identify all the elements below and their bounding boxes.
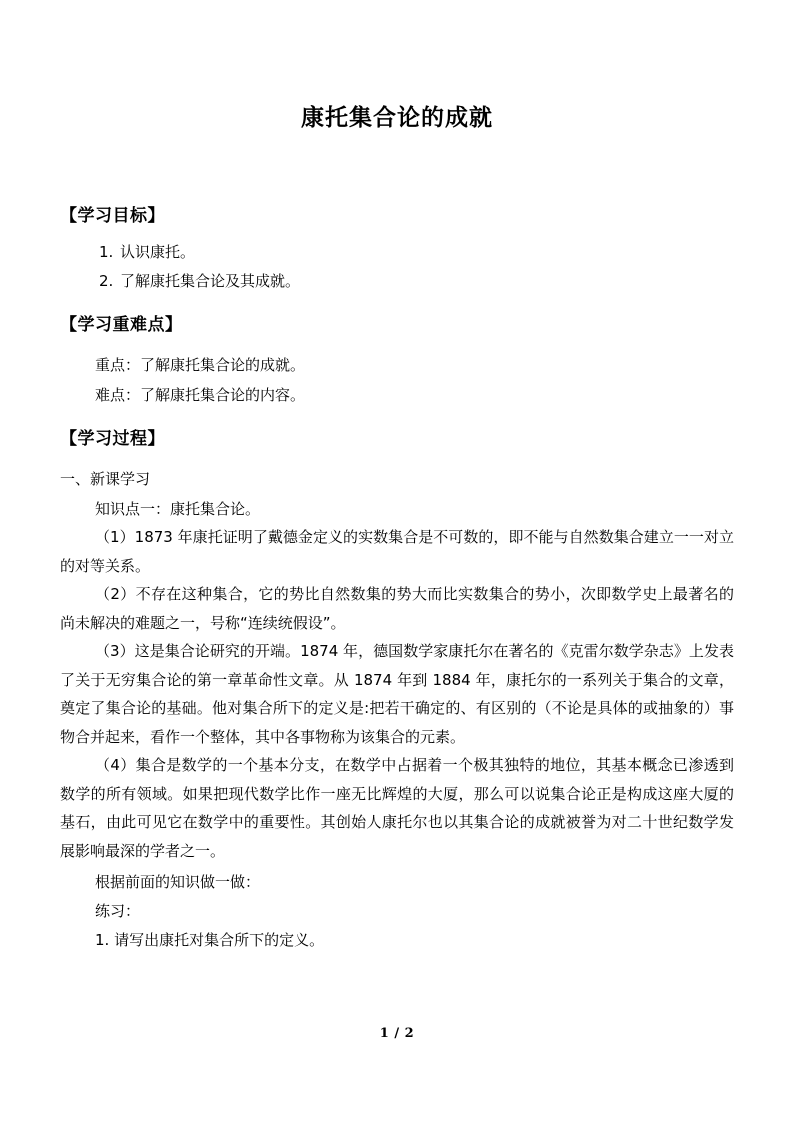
paragraph: （1）1873 年康托证明了戴德金定义的实数集合是不可数的，即不能与自然数集合建立一一对立的对等关系。 bbox=[60, 528, 734, 575]
document-content bbox=[60, 0, 734, 955]
knowledge-point-line: 知识点一：康托集合论。 bbox=[95, 500, 261, 519]
list-item-text: 认识康托。 bbox=[120, 243, 196, 262]
paragraph: （2）不存在这种集合，它的势比自然数集的势大而比实数集合的势小，次即数学史上最著名的尚未解决的难题之一，号称“连续统假设”。 bbox=[60, 585, 734, 632]
paragraph: （4）集合是数学的一个基本分支，在数学中占据着一个极其独特的地位，其基本概念已渗透到数学的所有领域。如果把现代数学比作一座无比辉煌的大厦，那么可以说集合论正是构成这座大厦的基石，由此可见它在数学中的重要性。其创始人康托尔也以其集合论的成就被誉为对二十世纪数学发展影响最深的学者之一。 bbox=[60, 756, 734, 860]
key-point-line: 重点：了解康托集合论的成就。 bbox=[95, 355, 306, 374]
list-item-number: 1. bbox=[99, 243, 114, 262]
exercise-number: 1. bbox=[95, 931, 110, 950]
paragraph: （3）这是集合论研究的开端。1874 年，德国数学家康托尔在著名的《克雷尔数学杂志》上发表了关于无穷集合论的第一章革命性文章。从 1874 年到 1884 年，康托尔的一系列关于集合的文章，奠定了集合论的基础。他对集合所下的定义是:把若干确定的、有区别的（不论是具体的或抽象的）事物合并起来，看作一个整体，其中各事物称为该集合的元素。 bbox=[60, 642, 734, 746]
difficult-point-line: 难点：了解康托集合论的内容。 bbox=[95, 385, 306, 404]
exercise-label: 练习： bbox=[95, 902, 141, 921]
practice-prompt: 根据前面的知识做一做： bbox=[95, 873, 261, 892]
goals-list bbox=[60, 238, 734, 296]
section-heading-key-difficulties: 【学习重难点】 bbox=[60, 315, 183, 336]
page-title: 康托集合论的成就 bbox=[301, 104, 493, 131]
list-item-text: 了解康托集合论及其成就。 bbox=[120, 272, 301, 291]
list-item bbox=[60, 267, 734, 296]
list-item bbox=[60, 238, 734, 267]
section-heading-process: 【学习过程】 bbox=[60, 428, 165, 449]
exercise-text: 请写出康托对集合所下的定义。 bbox=[114, 931, 325, 950]
lesson-heading: 一、新课学习 bbox=[60, 470, 151, 489]
page-number-footer: 1 / 2 bbox=[379, 1026, 415, 1041]
key-difficulties-list bbox=[60, 350, 734, 410]
exercise-item bbox=[60, 926, 734, 955]
section-heading-goals: 【学习目标】 bbox=[60, 205, 165, 226]
list-item-number: 2. bbox=[99, 272, 114, 291]
